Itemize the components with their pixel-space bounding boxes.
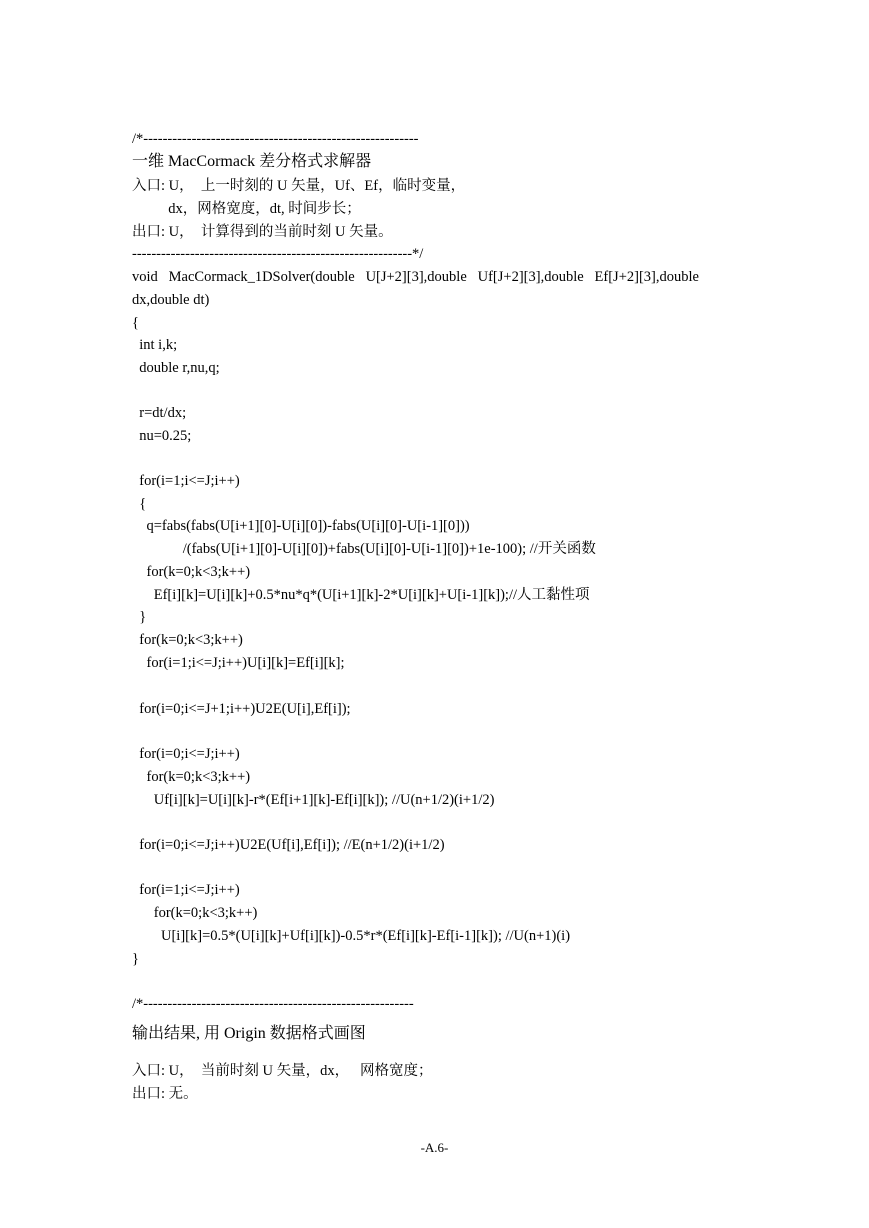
output-section-title: 输出结果, 用 Origin 数据格式画图	[132, 1025, 366, 1042]
code-line: for(i=1;i<=J;i++)	[132, 473, 240, 489]
code-line: for(i=1;i<=J;i++)U[i][k]=Ef[i][k];	[132, 655, 345, 671]
comment-open: /*---------------------------------------------------------	[132, 131, 419, 147]
code-line: int i,k;	[132, 337, 178, 353]
function-signature-cont: dx,double dt)	[132, 292, 210, 308]
code-line: }	[132, 951, 139, 967]
code-line: for(i=0;i<=J+1;i++)U2E(U[i],Ef[i]);	[132, 701, 351, 717]
code-line: for(k=0;k<3;k++)	[132, 632, 243, 648]
code-line: r=dt/dx;	[132, 405, 187, 421]
code-line: for(k=0;k<3;k++)	[132, 769, 251, 785]
code-line: /(fabs(U[i+1][0]-U[i][0])+fabs(U[i][0]-U[i-1][0])+1e-100); //开关函数	[132, 541, 596, 557]
output-input-description: 入口: U， 当前时刻 U 矢量，dx， 网格宽度；	[132, 1063, 433, 1079]
code-line: }	[132, 609, 147, 625]
code-line: nu=0.25;	[132, 428, 192, 444]
page-number: -A.6-	[420, 1140, 449, 1155]
code-line: for(i=1;i<=J;i++)	[132, 882, 240, 898]
code-line: {	[132, 496, 147, 512]
code-line: {	[132, 315, 139, 331]
output-description: 出口: U， 计算得到的当前时刻 U 矢量。	[132, 224, 393, 240]
input-description-cont: dx，网格宽度，dt, 时间步长；	[132, 201, 361, 217]
output-output-description: 出口: 无。	[132, 1086, 198, 1102]
solver-title: 一维 MacCormack 差分格式求解器	[132, 153, 372, 170]
code-line: q=fabs(fabs(U[i+1][0]-U[i][0])-fabs(U[i][0]-U[i-1][0]))	[132, 518, 470, 534]
code-line: U[i][k]=0.5*(U[i][k]+Uf[i][k])-0.5*r*(Ef[i][k]-Ef[i-1][k]); //U(n+1)(i)	[132, 928, 571, 944]
code-line: Ef[i][k]=U[i][k]+0.5*nu*q*(U[i+1][k]-2*U[i][k]+U[i-1][k]);//人工黏性项	[132, 587, 590, 603]
code-line: Uf[i][k]=U[i][k]-r*(Ef[i+1][k]-Ef[i][k]); //U(n+1/2)(i+1/2)	[132, 792, 495, 808]
comment-close: ----------------------------------------------------------*/	[132, 246, 424, 262]
code-line: for(k=0;k<3;k++)	[132, 905, 258, 921]
code-line: for(i=0;i<=J;i++)U2E(Uf[i],Ef[i]); //E(n+1/2)(i+1/2)	[132, 837, 445, 853]
code-line: for(i=0;i<=J;i++)	[132, 746, 240, 762]
code-line: for(k=0;k<3;k++)	[132, 564, 251, 580]
function-signature: void MacCormack_1DSolver(double U[J+2][3],double Uf[J+2][3],double Ef[J+2][3],double	[132, 269, 699, 285]
code-line: double r,nu,q;	[132, 360, 220, 376]
input-description: 入口: U， 上一时刻的 U 矢量，Uf、Ef，临时变量，	[132, 178, 466, 194]
comment-open: /*--------------------------------------------------------	[132, 996, 414, 1012]
